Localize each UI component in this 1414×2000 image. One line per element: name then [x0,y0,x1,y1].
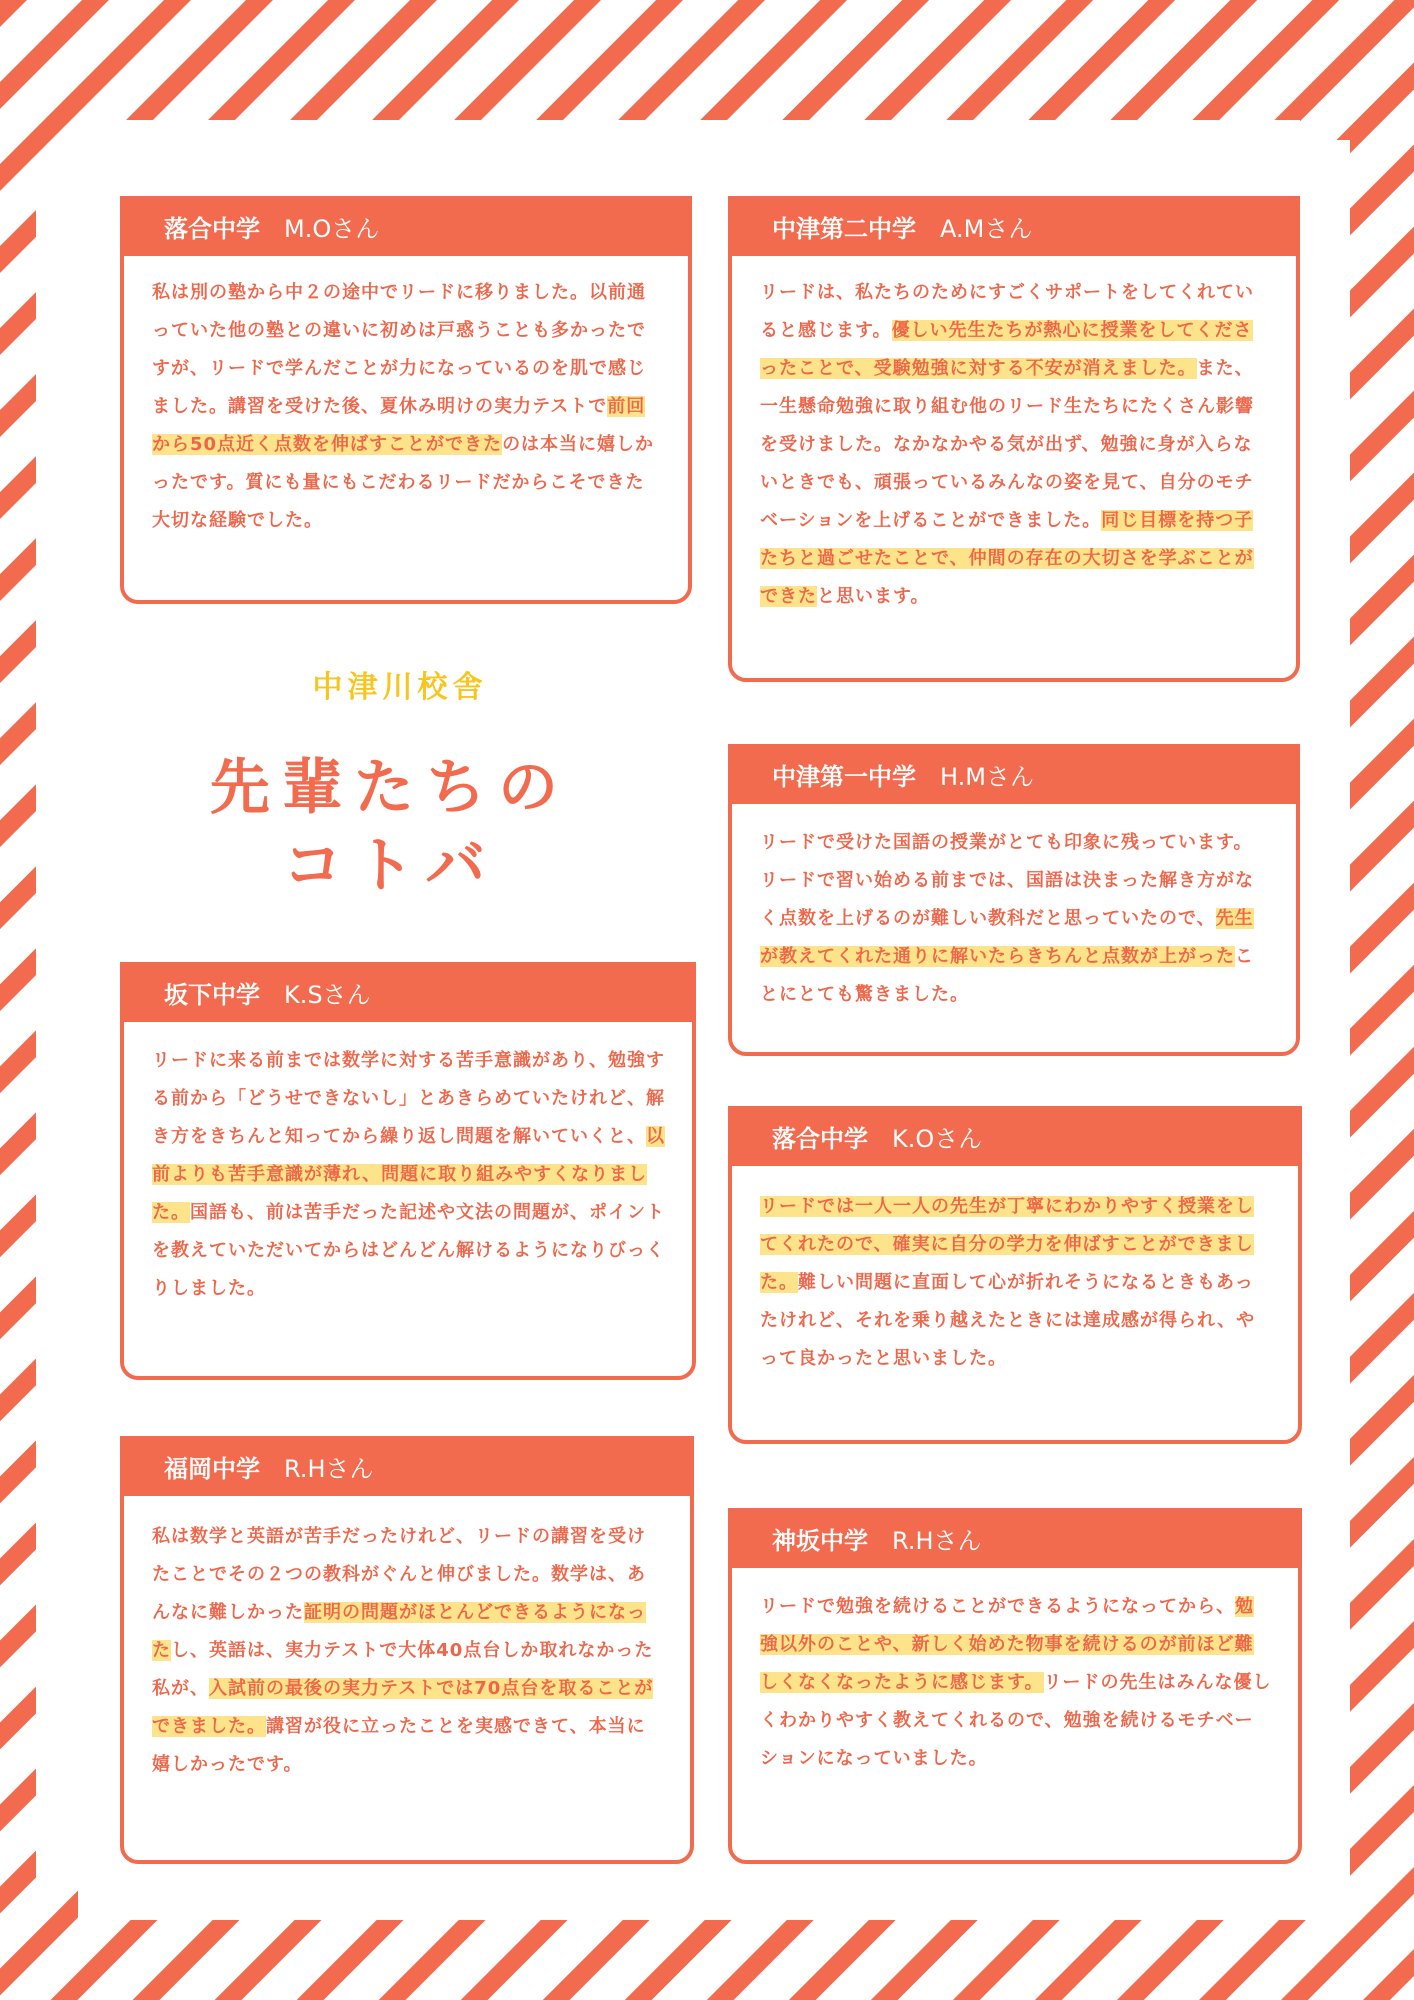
card-header [120,196,692,256]
student-name: K.Oさん [892,1124,983,1153]
testimonial-text [152,1518,664,1784]
page-title-line1: 先輩たちの [210,753,570,823]
school-name: 神坂中学 [772,1526,868,1555]
text-segment: し、英語は、実力テストで大体40点台しか取れなかった私が、 [152,1640,654,1699]
school-name: 落合中学 [772,1124,868,1153]
page-title-line2: コトバ [282,831,498,901]
school-name: 坂下中学 [164,980,260,1009]
card-header [728,744,1300,804]
text-segment: のは本当に嬉しかったです。質にも量にもこだわるリードだからこそできた大切な経験でした。 [152,434,655,531]
highlighted-text: 入試前の最後の実力テストでは70点台を取ることができました。 [152,1678,654,1737]
school-name: 中津第二中学 [772,214,916,243]
highlighted-text: 同じ目標を持つ子たちと過ごせたことで、仲間の存在の大切さを学ぶことができた [760,510,1254,607]
student-name: R.Hさん [284,1454,374,1483]
testimonial-text [760,274,1270,616]
student-name: H.Mさん [940,762,1034,791]
school-name: 中津第一中学 [772,762,916,791]
text-segment: リードで受けた国語の授業がとても印象に残っています。リードで習い始める前までは、国語は決まった解き方がなく点数を上げるのが難しい教科だと思っていたので、 [760,832,1254,929]
student-name: M.Oさん [284,214,380,243]
text-segment: 国語も、前は苦手だった記述や文法の問題が、ポイントを教えていただいてからはどんどん解けるようになりびっくりしました。 [152,1202,665,1299]
school-name: 落合中学 [164,214,260,243]
highlighted-text: 前回から50点近く点数を伸ばすことができた [152,396,646,455]
testimonial-text [760,824,1270,1014]
highlighted-text: リードでは一人一人の先生が丁寧にわかりやすく授業をしてくれたので、確実に自分の学力を伸ばすことができました。 [760,1196,1254,1293]
testimonial-card [120,962,696,1380]
highlighted-text: 優しい先生たちが熱心に授業をしてくださったことで、受験勉強に対する不安が消えました。 [760,320,1253,379]
text-segment: 私は数学と英語が苦手だったけれど、リードの講習を受けたことでその２つの教科がぐんと伸びました。数学は、あんなに難しかった [152,1526,646,1623]
highlighted-text: 先生が教えてくれた通りに解いたらきちんと点数が上がった [760,908,1254,967]
testimonial-card [728,744,1300,1056]
testimonial-card [728,1106,1302,1444]
card-header [120,962,696,1022]
testimonial-text [760,1588,1272,1778]
testimonial-text [760,1188,1272,1378]
highlighted-text: 以前よりも苦手意識が薄れ、問題に取り組みやすくなりました。 [152,1126,665,1223]
text-segment: 私は別の塾から中２の途中でリードに移りました。以前通っていた他の塾との違いに初めは戸惑うことも多かったですが、リードで学んだことが力になっているのを肌で感じました。講習を受けた後、夏休み明けの実力テストで [152,282,646,417]
card-header [728,1508,1302,1568]
testimonial-card [120,196,692,604]
card-header [120,1436,694,1496]
testimonial-card [728,196,1300,682]
text-segment: また、一生懸命勉強に取り組む他のリード生たちにたくさん影響を受けました。なかなかやる気が出ず、勉強に身が入らないときでも、頑張っているみんなの姿を見て、自分のモチベーションを上げることができました。 [760,358,1254,531]
text-segment: リードの先生はみんな優しくわかりやすく教えてくれるので、勉強を続けるモチベーションになっていました。 [760,1672,1272,1769]
card-header [728,1106,1302,1166]
text-segment: と思います。 [817,586,930,607]
student-name: A.Mさん [940,214,1033,243]
text-segment: リードは、私たちのためにすごくサポートをしてくれていると感じます。 [760,282,1254,341]
card-header [728,196,1300,256]
highlighted-text: 勉強以外のことや、新しく始めた物事を続けるのが前ほど難しくなくなったように感じます。 [760,1596,1254,1693]
student-name: K.Sさん [284,980,371,1009]
text-segment: リードで勉強を続けることができるようになってから、 [760,1596,1235,1617]
campus-label: 中津川校舎 [312,670,488,705]
testimonial-card [120,1436,694,1864]
text-segment: ことにとても驚きました。 [760,946,1254,1005]
highlighted-text: 証明の問題がほとんどできるようになった [152,1602,646,1661]
text-segment: リードに来る前までは数学に対する苦手意識があり、勉強する前から「どうせできないし」とあきらめていたけれど、解き方をきちんと知ってから繰り返し問題を解いていくと、 [152,1050,665,1147]
testimonial-text [152,274,662,540]
text-segment: 難しい問題に直面して心が折れそうになるときもあったけれど、それを乗り越えたときには達成感が得られ、やって良かったと思いました。 [760,1272,1256,1369]
testimonial-card [728,1508,1302,1864]
student-name: R.Hさん [892,1526,982,1555]
text-segment: 講習が役に立ったことを実感できて、本当に嬉しかったです。 [152,1716,646,1775]
school-name: 福岡中学 [164,1454,260,1483]
testimonial-text [152,1042,666,1308]
